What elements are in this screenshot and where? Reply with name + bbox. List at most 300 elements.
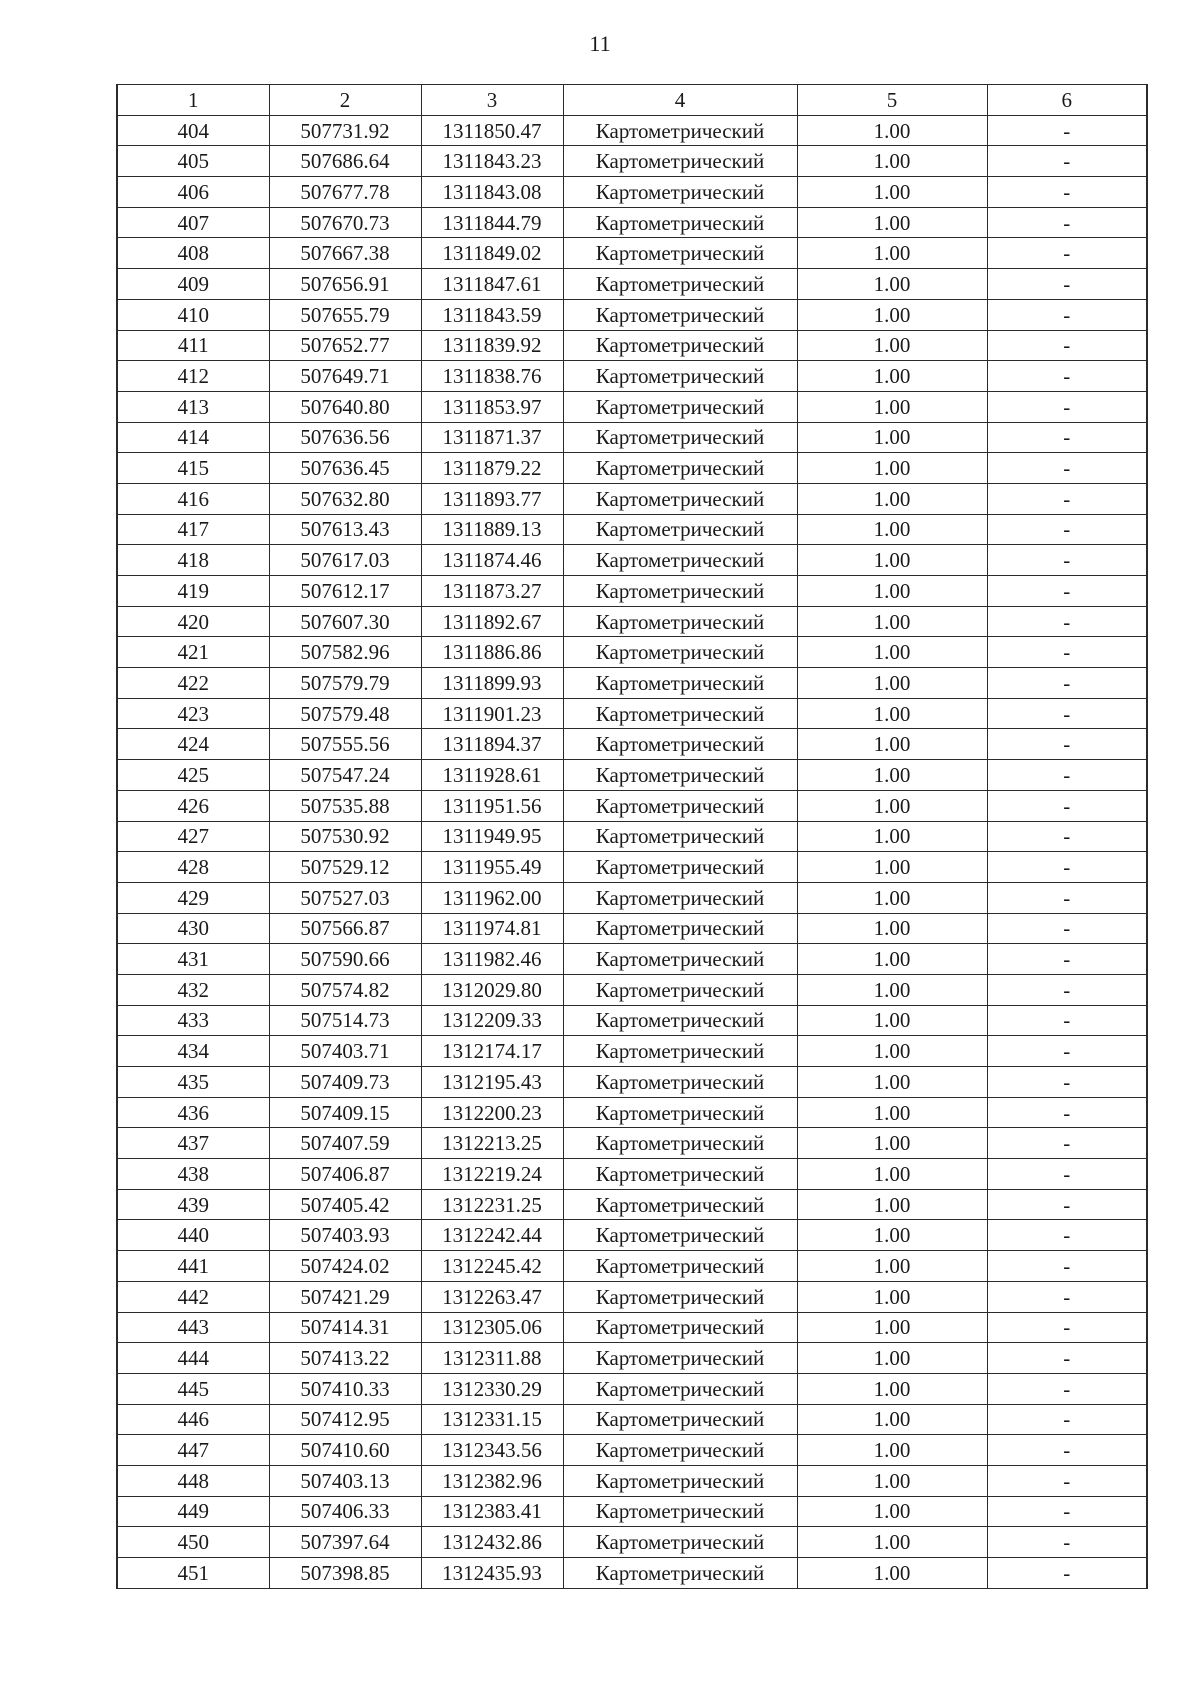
- table-row: [117, 391, 1147, 422]
- y-coordinate-cell: 1312382.96: [421, 1465, 563, 1496]
- method-cell: Картометрический: [563, 606, 797, 637]
- description-cell: -: [987, 760, 1147, 791]
- x-coordinate-cell: 507652.77: [269, 330, 421, 361]
- x-coordinate-cell: 507649.71: [269, 361, 421, 392]
- table-row: [117, 913, 1147, 944]
- point-number-cell: 424: [117, 729, 269, 760]
- x-coordinate-cell: 507413.22: [269, 1343, 421, 1374]
- table-row: [117, 576, 1147, 607]
- x-coordinate-cell: 507612.17: [269, 576, 421, 607]
- description-cell: -: [987, 1465, 1147, 1496]
- table-row: [117, 238, 1147, 269]
- table-row: [117, 1005, 1147, 1036]
- x-coordinate-cell: 507409.73: [269, 1067, 421, 1098]
- description-cell: -: [987, 1128, 1147, 1159]
- point-number-cell: 409: [117, 269, 269, 300]
- accuracy-cell: 1.00: [797, 422, 987, 453]
- method-cell: Картометрический: [563, 698, 797, 729]
- x-coordinate-cell: 507636.56: [269, 422, 421, 453]
- accuracy-cell: 1.00: [797, 944, 987, 975]
- description-cell: -: [987, 1373, 1147, 1404]
- description-cell: -: [987, 1496, 1147, 1527]
- accuracy-cell: 1.00: [797, 790, 987, 821]
- description-cell: -: [987, 238, 1147, 269]
- description-cell: -: [987, 913, 1147, 944]
- point-number-cell: 426: [117, 790, 269, 821]
- method-cell: Картометрический: [563, 422, 797, 453]
- description-cell: -: [987, 790, 1147, 821]
- point-number-cell: 433: [117, 1005, 269, 1036]
- table-row: [117, 1558, 1147, 1589]
- y-coordinate-cell: 1312432.86: [421, 1527, 563, 1558]
- y-coordinate-cell: 1312245.42: [421, 1251, 563, 1282]
- point-number-cell: 432: [117, 974, 269, 1005]
- table-row: [117, 729, 1147, 760]
- description-cell: -: [987, 146, 1147, 177]
- point-number-cell: 450: [117, 1527, 269, 1558]
- method-cell: Картометрический: [563, 1343, 797, 1374]
- y-coordinate-cell: 1311879.22: [421, 453, 563, 484]
- accuracy-cell: 1.00: [797, 760, 987, 791]
- method-cell: Картометрический: [563, 177, 797, 208]
- description-cell: -: [987, 1189, 1147, 1220]
- table-body: [117, 115, 1147, 1588]
- y-coordinate-cell: 1311893.77: [421, 483, 563, 514]
- point-number-cell: 428: [117, 852, 269, 883]
- description-cell: -: [987, 177, 1147, 208]
- table-row: [117, 1036, 1147, 1067]
- accuracy-cell: 1.00: [797, 729, 987, 760]
- table-row: [117, 1159, 1147, 1190]
- table-row: [117, 944, 1147, 975]
- point-number-cell: 430: [117, 913, 269, 944]
- point-number-cell: 437: [117, 1128, 269, 1159]
- x-coordinate-cell: 507514.73: [269, 1005, 421, 1036]
- accuracy-cell: 1.00: [797, 1128, 987, 1159]
- description-cell: -: [987, 1159, 1147, 1190]
- method-cell: Картометрический: [563, 1159, 797, 1190]
- description-cell: -: [987, 1005, 1147, 1036]
- accuracy-cell: 1.00: [797, 1465, 987, 1496]
- accuracy-cell: 1.00: [797, 177, 987, 208]
- point-number-cell: 449: [117, 1496, 269, 1527]
- description-cell: -: [987, 1281, 1147, 1312]
- point-number-cell: 417: [117, 514, 269, 545]
- method-cell: Картометрический: [563, 576, 797, 607]
- y-coordinate-cell: 1311901.23: [421, 698, 563, 729]
- x-coordinate-cell: 507574.82: [269, 974, 421, 1005]
- point-number-cell: 420: [117, 606, 269, 637]
- accuracy-cell: 1.00: [797, 207, 987, 238]
- description-cell: -: [987, 1036, 1147, 1067]
- method-cell: Картометрический: [563, 1097, 797, 1128]
- x-coordinate-cell: 507403.71: [269, 1036, 421, 1067]
- point-number-cell: 445: [117, 1373, 269, 1404]
- method-cell: Картометрический: [563, 1435, 797, 1466]
- table-row: [117, 330, 1147, 361]
- point-number-cell: 448: [117, 1465, 269, 1496]
- accuracy-cell: 1.00: [797, 606, 987, 637]
- point-number-cell: 442: [117, 1281, 269, 1312]
- y-coordinate-cell: 1312213.25: [421, 1128, 563, 1159]
- accuracy-cell: 1.00: [797, 1527, 987, 1558]
- method-cell: Картометрический: [563, 668, 797, 699]
- accuracy-cell: 1.00: [797, 698, 987, 729]
- point-number-cell: 419: [117, 576, 269, 607]
- point-number-cell: 434: [117, 1036, 269, 1067]
- x-coordinate-cell: 507686.64: [269, 146, 421, 177]
- description-cell: -: [987, 269, 1147, 300]
- method-cell: Картометрический: [563, 453, 797, 484]
- description-cell: -: [987, 1435, 1147, 1466]
- point-number-cell: 408: [117, 238, 269, 269]
- x-coordinate-cell: 507656.91: [269, 269, 421, 300]
- x-coordinate-cell: 507670.73: [269, 207, 421, 238]
- table-row: [117, 821, 1147, 852]
- y-coordinate-cell: 1311894.37: [421, 729, 563, 760]
- accuracy-cell: 1.00: [797, 1220, 987, 1251]
- table-row: [117, 299, 1147, 330]
- table-row: [117, 760, 1147, 791]
- accuracy-cell: 1.00: [797, 115, 987, 146]
- y-coordinate-cell: 1311843.08: [421, 177, 563, 208]
- table-row: [117, 852, 1147, 883]
- point-number-cell: 407: [117, 207, 269, 238]
- method-cell: Картометрический: [563, 637, 797, 668]
- table-row: [117, 974, 1147, 1005]
- method-cell: Картометрический: [563, 1558, 797, 1589]
- method-cell: Картометрический: [563, 1404, 797, 1435]
- table-row: [117, 1067, 1147, 1098]
- method-cell: Картометрический: [563, 1281, 797, 1312]
- description-cell: -: [987, 637, 1147, 668]
- table-row: [117, 1404, 1147, 1435]
- y-coordinate-cell: 1311853.97: [421, 391, 563, 422]
- method-cell: Картометрический: [563, 514, 797, 545]
- y-coordinate-cell: 1312263.47: [421, 1281, 563, 1312]
- method-cell: Картометрический: [563, 1220, 797, 1251]
- accuracy-cell: 1.00: [797, 1281, 987, 1312]
- table-row: [117, 1251, 1147, 1282]
- y-coordinate-cell: 1311847.61: [421, 269, 563, 300]
- method-cell: Картометрический: [563, 760, 797, 791]
- table-row: [117, 882, 1147, 913]
- table-row: [117, 453, 1147, 484]
- method-cell: Картометрический: [563, 1527, 797, 1558]
- method-cell: Картометрический: [563, 1189, 797, 1220]
- accuracy-cell: 1.00: [797, 146, 987, 177]
- table-row: [117, 698, 1147, 729]
- description-cell: -: [987, 852, 1147, 883]
- table-row: [117, 177, 1147, 208]
- y-coordinate-cell: 1311886.86: [421, 637, 563, 668]
- y-coordinate-cell: 1312200.23: [421, 1097, 563, 1128]
- x-coordinate-cell: 507403.93: [269, 1220, 421, 1251]
- table-row: [117, 1373, 1147, 1404]
- accuracy-cell: 1.00: [797, 1343, 987, 1374]
- description-cell: -: [987, 330, 1147, 361]
- accuracy-cell: 1.00: [797, 330, 987, 361]
- method-cell: Картометрический: [563, 1005, 797, 1036]
- accuracy-cell: 1.00: [797, 1558, 987, 1589]
- point-number-cell: 415: [117, 453, 269, 484]
- description-cell: -: [987, 1312, 1147, 1343]
- description-cell: -: [987, 1251, 1147, 1282]
- point-number-cell: 435: [117, 1067, 269, 1098]
- x-coordinate-cell: 507405.42: [269, 1189, 421, 1220]
- table-row: [117, 1343, 1147, 1374]
- x-coordinate-cell: 507529.12: [269, 852, 421, 883]
- table-row: [117, 1189, 1147, 1220]
- accuracy-cell: 1.00: [797, 576, 987, 607]
- method-cell: Картометрический: [563, 1036, 797, 1067]
- x-coordinate-cell: 507579.79: [269, 668, 421, 699]
- method-cell: Картометрический: [563, 361, 797, 392]
- table-row: [117, 483, 1147, 514]
- x-coordinate-cell: 507617.03: [269, 545, 421, 576]
- description-cell: -: [987, 1527, 1147, 1558]
- method-cell: Картометрический: [563, 545, 797, 576]
- y-coordinate-cell: 1311928.61: [421, 760, 563, 791]
- table-row: [117, 545, 1147, 576]
- column-header-4: 4: [563, 85, 797, 116]
- y-coordinate-cell: 1312435.93: [421, 1558, 563, 1589]
- y-coordinate-cell: 1312219.24: [421, 1159, 563, 1190]
- accuracy-cell: 1.00: [797, 1189, 987, 1220]
- x-coordinate-cell: 507406.33: [269, 1496, 421, 1527]
- table-row: [117, 422, 1147, 453]
- x-coordinate-cell: 507397.64: [269, 1527, 421, 1558]
- point-number-cell: 451: [117, 1558, 269, 1589]
- method-cell: Картометрический: [563, 483, 797, 514]
- method-cell: Картометрический: [563, 1251, 797, 1282]
- point-number-cell: 421: [117, 637, 269, 668]
- page-number: 11: [589, 31, 611, 56]
- method-cell: Картометрический: [563, 299, 797, 330]
- method-cell: Картометрический: [563, 1373, 797, 1404]
- y-coordinate-cell: 1311843.23: [421, 146, 563, 177]
- accuracy-cell: 1.00: [797, 974, 987, 1005]
- table-row: [117, 146, 1147, 177]
- point-number-cell: 431: [117, 944, 269, 975]
- x-coordinate-cell: 507636.45: [269, 453, 421, 484]
- x-coordinate-cell: 507677.78: [269, 177, 421, 208]
- description-cell: -: [987, 729, 1147, 760]
- x-coordinate-cell: 507590.66: [269, 944, 421, 975]
- table-row: [117, 606, 1147, 637]
- accuracy-cell: 1.00: [797, 514, 987, 545]
- accuracy-cell: 1.00: [797, 1373, 987, 1404]
- table-row: [117, 1527, 1147, 1558]
- description-cell: -: [987, 422, 1147, 453]
- x-coordinate-cell: 507424.02: [269, 1251, 421, 1282]
- x-coordinate-cell: 507530.92: [269, 821, 421, 852]
- x-coordinate-cell: 507407.59: [269, 1128, 421, 1159]
- column-header-6: 6: [987, 85, 1147, 116]
- x-coordinate-cell: 507398.85: [269, 1558, 421, 1589]
- method-cell: Картометрический: [563, 1067, 797, 1098]
- point-number-cell: 427: [117, 821, 269, 852]
- point-number-cell: 411: [117, 330, 269, 361]
- y-coordinate-cell: 1312231.25: [421, 1189, 563, 1220]
- point-number-cell: 429: [117, 882, 269, 913]
- point-number-cell: 406: [117, 177, 269, 208]
- y-coordinate-cell: 1311874.46: [421, 545, 563, 576]
- description-cell: -: [987, 1097, 1147, 1128]
- x-coordinate-cell: 507640.80: [269, 391, 421, 422]
- x-coordinate-cell: 507409.15: [269, 1097, 421, 1128]
- accuracy-cell: 1.00: [797, 299, 987, 330]
- description-cell: -: [987, 207, 1147, 238]
- accuracy-cell: 1.00: [797, 1005, 987, 1036]
- description-cell: -: [987, 453, 1147, 484]
- description-cell: -: [987, 974, 1147, 1005]
- description-cell: -: [987, 1343, 1147, 1374]
- accuracy-cell: 1.00: [797, 821, 987, 852]
- description-cell: -: [987, 1404, 1147, 1435]
- method-cell: Картометрический: [563, 974, 797, 1005]
- point-number-cell: 414: [117, 422, 269, 453]
- table-row: [117, 1097, 1147, 1128]
- point-number-cell: 423: [117, 698, 269, 729]
- y-coordinate-cell: 1311838.76: [421, 361, 563, 392]
- y-coordinate-cell: 1311850.47: [421, 115, 563, 146]
- x-coordinate-cell: 507414.31: [269, 1312, 421, 1343]
- point-number-cell: 440: [117, 1220, 269, 1251]
- description-cell: -: [987, 514, 1147, 545]
- y-coordinate-cell: 1311899.93: [421, 668, 563, 699]
- accuracy-cell: 1.00: [797, 1159, 987, 1190]
- point-number-cell: 425: [117, 760, 269, 791]
- table-row: [117, 269, 1147, 300]
- x-coordinate-cell: 507655.79: [269, 299, 421, 330]
- x-coordinate-cell: 507406.87: [269, 1159, 421, 1190]
- point-number-cell: 418: [117, 545, 269, 576]
- y-coordinate-cell: 1311849.02: [421, 238, 563, 269]
- y-coordinate-cell: 1311892.67: [421, 606, 563, 637]
- column-header-2: 2: [269, 85, 421, 116]
- y-coordinate-cell: 1311843.59: [421, 299, 563, 330]
- x-coordinate-cell: 507613.43: [269, 514, 421, 545]
- accuracy-cell: 1.00: [797, 361, 987, 392]
- y-coordinate-cell: 1311871.37: [421, 422, 563, 453]
- accuracy-cell: 1.00: [797, 1312, 987, 1343]
- description-cell: -: [987, 1558, 1147, 1589]
- table-row: [117, 361, 1147, 392]
- x-coordinate-cell: 507410.33: [269, 1373, 421, 1404]
- point-number-cell: 446: [117, 1404, 269, 1435]
- point-number-cell: 404: [117, 115, 269, 146]
- method-cell: Картометрический: [563, 269, 797, 300]
- y-coordinate-cell: 1312383.41: [421, 1496, 563, 1527]
- accuracy-cell: 1.00: [797, 1097, 987, 1128]
- table-row: [117, 1496, 1147, 1527]
- x-coordinate-cell: 507667.38: [269, 238, 421, 269]
- description-cell: -: [987, 576, 1147, 607]
- method-cell: Картометрический: [563, 238, 797, 269]
- table-row: [117, 1281, 1147, 1312]
- accuracy-cell: 1.00: [797, 1251, 987, 1282]
- table-header-row: [117, 85, 1147, 116]
- accuracy-cell: 1.00: [797, 1496, 987, 1527]
- point-number-cell: 439: [117, 1189, 269, 1220]
- accuracy-cell: 1.00: [797, 1036, 987, 1067]
- table-row: [117, 115, 1147, 146]
- table-row: [117, 1220, 1147, 1251]
- y-coordinate-cell: 1311982.46: [421, 944, 563, 975]
- accuracy-cell: 1.00: [797, 238, 987, 269]
- method-cell: Картометрический: [563, 115, 797, 146]
- x-coordinate-cell: 507566.87: [269, 913, 421, 944]
- method-cell: Картометрический: [563, 146, 797, 177]
- y-coordinate-cell: 1311873.27: [421, 576, 563, 607]
- accuracy-cell: 1.00: [797, 483, 987, 514]
- x-coordinate-cell: 507731.92: [269, 115, 421, 146]
- column-header-3: 3: [421, 85, 563, 116]
- point-number-cell: 443: [117, 1312, 269, 1343]
- method-cell: Картометрический: [563, 391, 797, 422]
- description-cell: -: [987, 1220, 1147, 1251]
- point-number-cell: 444: [117, 1343, 269, 1374]
- x-coordinate-cell: 507412.95: [269, 1404, 421, 1435]
- x-coordinate-cell: 507579.48: [269, 698, 421, 729]
- method-cell: Картометрический: [563, 1312, 797, 1343]
- y-coordinate-cell: 1312331.15: [421, 1404, 563, 1435]
- table-row: [117, 514, 1147, 545]
- y-coordinate-cell: 1311889.13: [421, 514, 563, 545]
- x-coordinate-cell: 507403.13: [269, 1465, 421, 1496]
- point-number-cell: 416: [117, 483, 269, 514]
- y-coordinate-cell: 1312343.56: [421, 1435, 563, 1466]
- accuracy-cell: 1.00: [797, 269, 987, 300]
- y-coordinate-cell: 1312195.43: [421, 1067, 563, 1098]
- table-row: [117, 668, 1147, 699]
- description-cell: -: [987, 391, 1147, 422]
- point-number-cell: 413: [117, 391, 269, 422]
- table-row: [117, 790, 1147, 821]
- accuracy-cell: 1.00: [797, 637, 987, 668]
- point-number-cell: 405: [117, 146, 269, 177]
- description-cell: -: [987, 1067, 1147, 1098]
- point-number-cell: 447: [117, 1435, 269, 1466]
- coordinates-table: [116, 84, 1148, 1589]
- y-coordinate-cell: 1312311.88: [421, 1343, 563, 1374]
- x-coordinate-cell: 507582.96: [269, 637, 421, 668]
- x-coordinate-cell: 507632.80: [269, 483, 421, 514]
- accuracy-cell: 1.00: [797, 391, 987, 422]
- method-cell: Картометрический: [563, 729, 797, 760]
- y-coordinate-cell: 1312029.80: [421, 974, 563, 1005]
- table-row: [117, 637, 1147, 668]
- column-header-1: 1: [117, 85, 269, 116]
- description-cell: -: [987, 821, 1147, 852]
- description-cell: -: [987, 698, 1147, 729]
- description-cell: -: [987, 115, 1147, 146]
- table-row: [117, 1465, 1147, 1496]
- point-number-cell: 438: [117, 1159, 269, 1190]
- y-coordinate-cell: 1312242.44: [421, 1220, 563, 1251]
- method-cell: Картометрический: [563, 913, 797, 944]
- description-cell: -: [987, 299, 1147, 330]
- y-coordinate-cell: 1311949.95: [421, 821, 563, 852]
- point-number-cell: 422: [117, 668, 269, 699]
- method-cell: Картометрический: [563, 882, 797, 913]
- method-cell: Картометрический: [563, 1128, 797, 1159]
- description-cell: -: [987, 483, 1147, 514]
- method-cell: Картометрический: [563, 207, 797, 238]
- accuracy-cell: 1.00: [797, 1404, 987, 1435]
- method-cell: Картометрический: [563, 1496, 797, 1527]
